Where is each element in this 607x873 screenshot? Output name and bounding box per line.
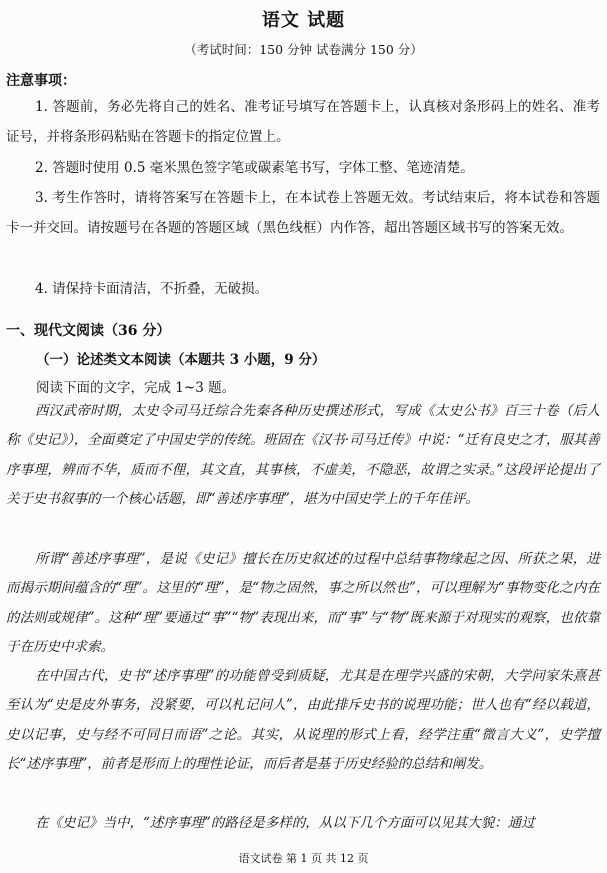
notice-item-4: 4. 请保持卡面清洁，不折叠，无破损。 <box>35 281 269 297</box>
passage-paragraph-4: 在《史记》当中，“述序事理”的路径是多样的，从以下几个方面可以见其大貌：通过 <box>35 815 535 831</box>
passage-paragraph-1: 西汉武帝时期，太史令司马迁综合先秦各种历史撰述形式，写成《太史公书》百三十卷（后人称《史记》），全面奠定了中国史学的传统。班固在《汉书·司马迁传》中说：“迁有良史之才，服其善序事理，辨而不华，质而不俚，其文直，其事核，不虚美，不隐恶，故谓之实录。”这段评论提出了关于史书叙事的一个核心话题，即“善述序事理”，堪为中国史学上的千年佳评。 <box>6 403 600 508</box>
exam-time-note: （考试时间：150 分钟 试卷满分 150 分） <box>184 42 423 57</box>
page-title: 语文 试题 <box>261 10 346 31</box>
notice-item-3: 3. 考生作答时，请将答案写在答题卡上，在本试卷上答题无效。考试结束后，将本试卷和答题卡一并交回。请按题号在各题的答题区域（黑色线框）内作答，超出答题区域书写的答案无效。 <box>6 190 600 236</box>
page-footer: 语文试卷 第 1 页 共 12 页 <box>238 852 369 865</box>
notice-item-1: 1. 答题前，务必先将自己的姓名、准考证号填写在答题卡上，认真核对条形码上的姓名、准考证号，并将条形码粘贴在答题卡的指定位置上。 <box>6 99 600 145</box>
notice-heading: 注意事项： <box>6 73 76 89</box>
section-heading: 一、现代文阅读（36 分） <box>6 323 171 339</box>
reading-instruction: 阅读下面的文字，完成 1~3 题。 <box>36 380 236 396</box>
subsection-heading: （一）论述类文本阅读（本题共 3 小题，9 分） <box>36 352 326 368</box>
passage-paragraph-3: 在中国古代，史书“述序事理”的功能曾受到质疑，尤其是在理学兴盛的宋朝，大学问家朱熹甚至认为“史是皮外事务，没紧要，可以札记问人”，由此排斥史书的说理功能；世人也有“经以载道，史以记事，史与经不可同日而语”之论。其实，从说理的形式上看，经学注重“微言大义”，史学擅长“述序事理”，前者是形而上的理性论证，而后者是基于历史经验的总结和阐发。 <box>6 668 600 773</box>
notice-item-2: 2. 答题时使用 0.5 毫米黑色签字笔或碳素笔书写，字体工整、笔迹清楚。 <box>35 160 474 176</box>
passage-paragraph-2: 所谓“善述序事理”，是说《史记》擅长在历史叙述的过程中总结事物缘起之因、所获之果，进而揭示期间蕴含的“理”。这里的“理”，是“物之固然，事之所以然也”，可以理解为“事物变化之内在的法则或规律”。这种“理”要通过“事”“物”表现出来，而“事”与“物”既来源于对现实的观察，也依靠于在历史中求索。 <box>6 551 600 656</box>
